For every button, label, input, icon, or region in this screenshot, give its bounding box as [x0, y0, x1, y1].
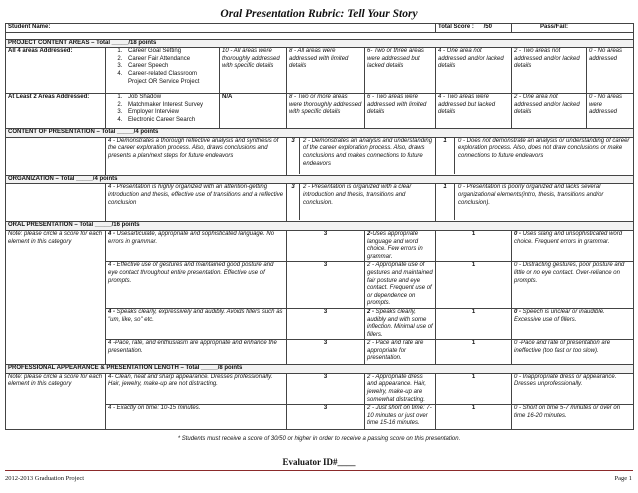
score-1-label: 1: [436, 308, 512, 339]
score-3-label: 3: [287, 262, 365, 309]
score-2-cell: [365, 230, 436, 261]
rubric-row-content: [6, 137, 634, 175]
score-4-cell: 4 -Pace, rate, and enthusiasm are appropriate and enhance the presentation.: [106, 340, 287, 365]
section-heading-row: [6, 39, 634, 48]
score-1-label: 1: [436, 138, 455, 174]
list-item: 2. Matchmaker Interest Survey: [124, 102, 217, 110]
pass-fail-label: Pass/Fail:: [512, 24, 634, 33]
area-list: [106, 94, 220, 129]
list-item: 3. Employer Interview: [124, 109, 217, 117]
score-3-label: 3: [287, 138, 300, 174]
score-4-cell: 4 - Presentation is highly organized with an attention-getting introduction and thesis, effective use of transitions and a reflective conclusion: [106, 184, 287, 222]
passing-score-note: * Students must receive a score of 30/50 or higher in order to receive a passing score on this presentation.: [177, 436, 461, 442]
professional-heading: PROFESSIONAL APPEARANCE & PRESENTATION LENGTH – Total _____/8 points: [6, 365, 634, 374]
score-3-label: 3: [287, 184, 300, 220]
score-2-text: Speaks clearly, audibly and with some inflection. Minimal use of fillers.: [367, 308, 433, 338]
score-4-text: Speaks clearly, expressively and audibly. Avoids fillers such as "um, like, so" etc.: [108, 308, 283, 323]
rubric-table: [5, 23, 634, 430]
score-8-cell: 8 - Two or more areas were thoroughly addressed with specific details: [287, 94, 365, 129]
score-0-text: Uses slang and unsophisticated word choice. Frequent errors in grammar.: [514, 230, 623, 245]
section-heading-row: [6, 222, 634, 231]
total-score-max: /50: [483, 24, 492, 30]
student-name-label: Student Name:: [6, 24, 436, 33]
empty-label-cell: [6, 184, 106, 222]
score-3-label: 3: [287, 340, 365, 365]
score-0-cell: 0 -Pace and rate of presentation are ineffective (too fast or too slow).: [512, 340, 634, 365]
score-6-cell: 6- Two or three areas were addressed but lacked details: [365, 48, 436, 94]
score-1-label: 1: [436, 262, 512, 309]
score-1-label: 1: [436, 230, 512, 261]
score-0-cell: 0 - Inappropriate dress or appearance. Dresses unprofessionally.: [512, 373, 634, 404]
score-0-cell: [436, 137, 634, 175]
list-item: 4. Career-related Classroom Project OR Service Project: [124, 71, 217, 86]
score-4-cell: [106, 308, 287, 339]
score-10-cell: 10 - All areas were thoroughly addressed with specific details: [220, 48, 287, 94]
score-3-label: 3: [287, 373, 365, 404]
score-0-cell: 0 - Short on time 5-7 minutes or over on time 16-20 minutes.: [512, 405, 634, 430]
empty-label-cell: [6, 137, 106, 175]
row-label: At Least 2 Areas Addressed:: [6, 94, 106, 129]
list-item: 4. Electronic Career Search: [124, 117, 217, 125]
score-0-text: 0 - Does not demonstrate an analysis or understanding of career exploration process. Also, does not draw conclusions or make connections to future endeavors: [458, 137, 630, 159]
professional-note: Note: please circle a score for each element in this category: [6, 373, 106, 429]
score-0-cell: 0 - No areas were addressed: [587, 94, 634, 129]
list-item: 3. Career Speech: [124, 63, 217, 71]
section-heading-row: [6, 365, 634, 374]
organization-heading: ORGANIZATION – Total _____/4 points: [6, 175, 634, 184]
section-heading-row: [6, 175, 634, 184]
score-2-label: 2 -: [367, 308, 376, 315]
rubric-row-oral-language: [6, 230, 634, 261]
score-4-cell: 4- Clean, neat and sharp appearance. Dresses professionally. Hair, jewelry, make-up are not distracting.: [106, 373, 287, 404]
score-2-text: 2 - Demonstrates an analysis and understanding of the career exploration process. Also, draws conclusions and makes connections to future endeavors: [303, 137, 433, 167]
score-4-text: Usesarticulate, appropriate and sophisticated language. No errors in grammar.: [108, 230, 275, 245]
score-4-cell: 4 - One area not addressed and/or lacked details: [436, 48, 512, 94]
score-0-label: 0 -: [514, 308, 523, 315]
score-1-label: 1: [436, 340, 512, 365]
score-1-label: 1: [436, 184, 455, 220]
score-4-label: 4 -: [108, 308, 117, 315]
score-10-cell: N/A: [220, 94, 287, 129]
score-2-cell: [365, 308, 436, 339]
oral-note: Note: please circle a score for each element in this category: [6, 230, 106, 364]
rubric-row-all-areas: [6, 48, 634, 94]
score-2-cell: 2 - Just short on time: 7-10 minutes or just over time 15-16 minutes.: [365, 405, 436, 430]
list-item: 2. Career Fair Attendance: [124, 56, 217, 64]
score-2-label: 2-: [367, 230, 373, 237]
score-4-label: 4 -: [108, 230, 117, 237]
score-0-cell: [512, 230, 634, 261]
score-6-cell: 6 - Two areas were addressed with limited details: [365, 94, 436, 129]
score-1-label: 1: [436, 373, 512, 404]
rubric-row-two-areas: [6, 94, 634, 129]
score-2-text: 2 - Presentation is organized with a clear introduction and thesis, transitions and conclusion.: [303, 184, 412, 206]
content-presentation-heading: CONTENT OF PRESENTATION – Total _____/4 points: [6, 129, 634, 138]
score-0-cell: 0 - No areas addressed: [587, 48, 634, 94]
score-2-cell: 2 - Appropriate dress and appearance. Hair, jewelry, make-up are somewhat distracting.: [365, 373, 436, 404]
row-label: All 4 areas Addressed:: [6, 48, 106, 94]
score-2-text: Uses appropriate language and word choice. Few errors in grammar.: [367, 230, 423, 260]
score-1-label: 1: [436, 405, 512, 430]
total-score-cell: [436, 24, 512, 33]
rubric-row-appearance: [6, 373, 634, 404]
score-4-cell: 4 - Effective use of gestures and maintained good posture and eye contact throughout entire presentation. Effective use of prompts.: [106, 262, 287, 309]
page-number: Page 1: [614, 475, 632, 482]
score-2-cell: 2 - Appropriate use of gestures and maintained fair posture and eye contact. Frequent use of or dependence on prompts.: [365, 262, 436, 309]
section-heading-row: [6, 129, 634, 138]
score-3-label: 3: [287, 308, 365, 339]
footer-rule: [5, 470, 633, 471]
score-2-cell: 2 - One area not addressed and/or lacked details: [512, 94, 587, 129]
score-0-cell: [512, 308, 634, 339]
score-4-cell: 4 - Demonstrates a thorough reflective analysis and synthesis of the career exploration process. Also, draws conclusions and presents a plan/next steps for future endeavors: [106, 137, 287, 175]
score-4-cell: [106, 230, 287, 261]
evaluator-id: Evaluator ID#____: [282, 457, 356, 467]
score-0-cell: [436, 184, 634, 222]
oral-presentation-heading: ORAL PRESENTATION – Total _____/16 points: [6, 222, 634, 231]
area-list: [106, 48, 220, 94]
page-title: Oral Presentation Rubric: Tell Your Story: [220, 8, 418, 20]
header-row: [6, 24, 634, 33]
total-score-label: Total Score :: [438, 24, 474, 30]
score-0-text: 0 - Presentation is poorly organized and lacks several organizational elements(intro, thesis, transitions and/or conclusion).: [458, 184, 604, 206]
rubric-row-organization: [6, 184, 634, 222]
score-0-text: Speech is unclear or inaudible. Excessive use of fillers.: [514, 308, 605, 323]
score-4-cell: 4 - Exactly on time: 10-15 minutes.: [106, 405, 287, 430]
score-3-label: 3: [287, 405, 365, 430]
score-2-cell: 2 - Pace and rate are appropriate for presentation.: [365, 340, 436, 365]
footer-left: 2012-2013 Graduation Project: [5, 475, 85, 482]
score-3-label: 3: [287, 230, 365, 261]
project-content-heading: PROJECT CONTENT AREAS – Total _____/18 points: [6, 39, 634, 48]
score-8-cell: 8 - All areas were addressed with limited details: [287, 48, 365, 94]
spacer-row: [6, 32, 634, 39]
score-2-cell: [287, 137, 436, 175]
score-0-label: 0 -: [514, 230, 523, 237]
score-2-cell: 2 - Two areas not addressed and/or lacked details: [512, 48, 587, 94]
score-4-cell: 4 - Two areas were addressed but lacked details: [436, 94, 512, 129]
score-2-cell: [287, 184, 436, 222]
score-0-cell: 0 - Distracting gestures, poor posture and little or no eye contact. Over-reliance on prompts.: [512, 262, 634, 309]
list-item: 1. Job Shadow: [124, 94, 217, 102]
list-item: 1. Career Goal Setting: [124, 48, 217, 56]
